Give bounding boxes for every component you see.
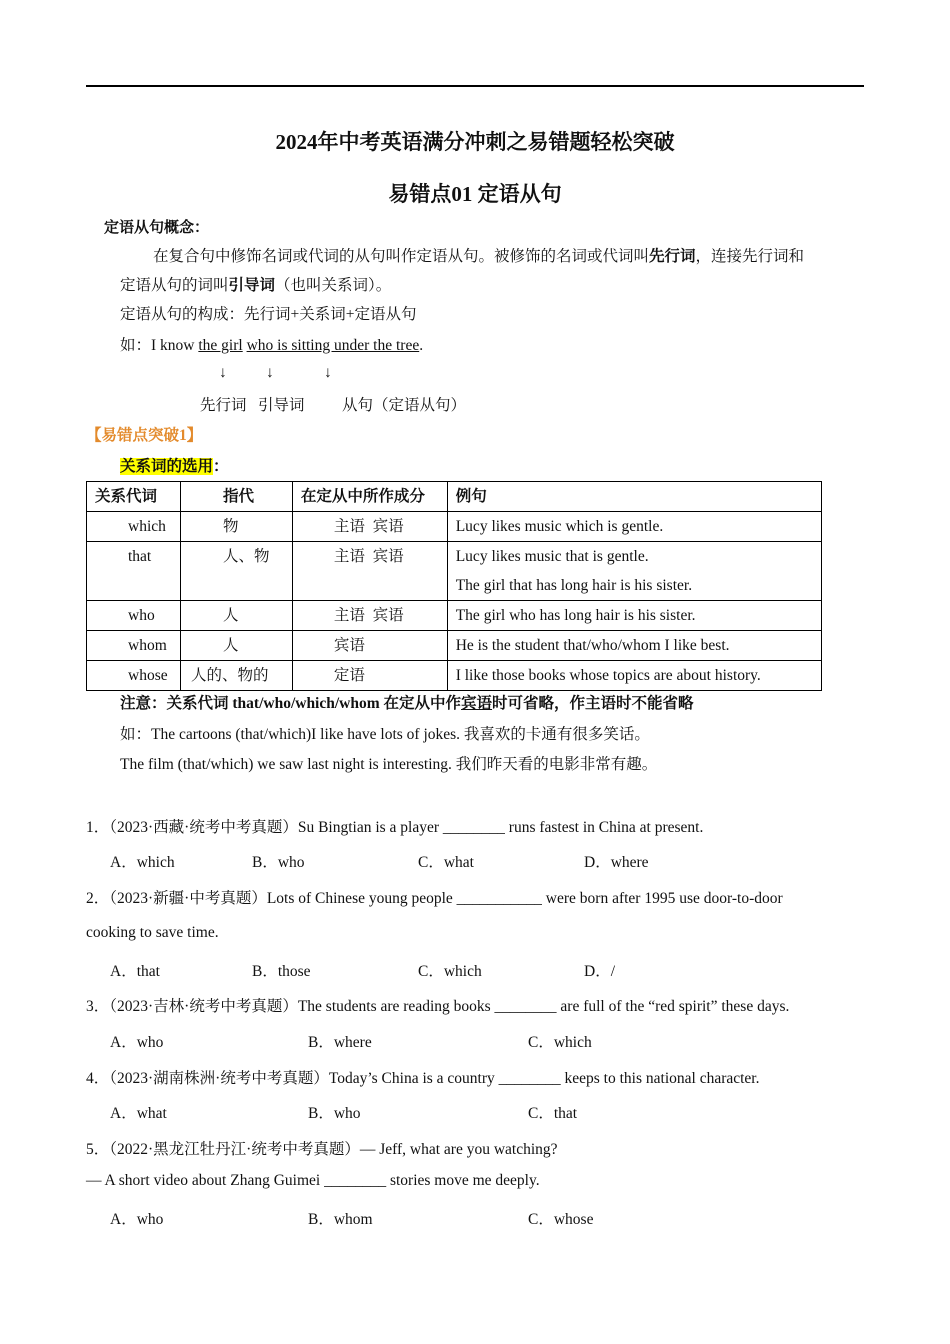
table-row: [87, 512, 822, 542]
table-row: [87, 661, 822, 691]
question-2-continued: cooking to save time.: [86, 924, 219, 941]
structure-text: 定语从句的构成：先行词+关系词+定语从句: [120, 306, 417, 323]
question-5: 5．（2022·黑龙江牡丹江·统考中考真题）— Jeff, what are you watching?: [86, 1141, 558, 1158]
option-a[interactable]: A．that: [110, 963, 160, 980]
example-sentence: 如：I know the girl who is sitting under the tree.: [120, 337, 424, 354]
option-a[interactable]: A．who: [110, 1034, 164, 1051]
note-example-1: 如：The cartoons (that/which)I like have lots of jokes. 我喜欢的卡通有很多笑话。: [120, 726, 650, 743]
table-header-row: [87, 482, 822, 512]
cell-example: Lucy likes music which is gentle.: [447, 512, 821, 542]
cell-example: Lucy likes music that is gentle. The girl that has long hair is his sister.: [447, 542, 821, 601]
option-a[interactable]: A．which: [110, 854, 175, 871]
table-header: 在定从中所作成分: [292, 482, 447, 512]
option-c[interactable]: C．which: [418, 963, 482, 980]
label-clause: 从句（定语从句）: [342, 397, 467, 414]
option-c[interactable]: C．whose: [528, 1211, 594, 1228]
cell-pronoun: which: [87, 512, 181, 542]
cell-pronoun: whom: [87, 631, 181, 661]
page-title: 2024年中考英语满分冲刺之易错题轻松突破: [275, 130, 675, 154]
cell-reference: 物: [180, 512, 292, 542]
cell-example: I like those books whose topics are about history.: [447, 661, 821, 691]
note-example-2: The film (that/which) we saw last night is interesting. 我们昨天看的电影非常有趣。: [120, 756, 658, 773]
header-rule: [86, 85, 864, 87]
cell-example: The girl who has long hair is his sister.: [447, 601, 821, 631]
page-subtitle: 易错点01 定语从句: [388, 182, 562, 206]
option-b[interactable]: B．who: [308, 1105, 361, 1122]
option-b[interactable]: B．where: [308, 1034, 372, 1051]
cell-pronoun: who: [87, 601, 181, 631]
option-c[interactable]: C．which: [528, 1034, 592, 1051]
table-header: 指代: [180, 482, 292, 512]
table-header: 例句: [447, 482, 821, 512]
arrow-down-icon: ↓: [324, 364, 332, 381]
option-b[interactable]: B．who: [252, 854, 305, 871]
cell-role: 定语: [292, 661, 447, 691]
label-antecedent: 先行词: [200, 397, 247, 414]
option-c[interactable]: C．that: [528, 1105, 578, 1122]
table-row: [87, 542, 822, 601]
question-3: 3．（2023·吉林·统考中考真题）The students are reading books ________ are full of the “red spirit” these days.: [86, 998, 790, 1015]
relative-pronoun-table: [86, 481, 822, 691]
choice-heading: 关系词的选用：: [120, 458, 229, 475]
cell-role: 宾语: [292, 631, 447, 661]
label-relative: 引导词: [258, 397, 305, 414]
question-5-continued: — A short video about Zhang Guimei ________ stories move me deeply.: [86, 1172, 540, 1189]
cell-role: 主语 宾语: [292, 601, 447, 631]
concept-paragraph-line1: 在复合句中修饰名词或代词的从句叫作定语从句。被修饰的名词或代词叫先行词，连接先行词和: [153, 248, 805, 265]
cell-reference: 人: [180, 631, 292, 661]
cell-pronoun: that: [87, 542, 181, 601]
option-a[interactable]: A．who: [110, 1211, 164, 1228]
option-a[interactable]: A．what: [110, 1105, 167, 1122]
option-d[interactable]: D．/: [584, 963, 616, 980]
breakthrough-heading: 【易错点突破1】: [86, 427, 203, 444]
cell-reference: 人: [180, 601, 292, 631]
cell-pronoun: whose: [87, 661, 181, 691]
table-row: [87, 631, 822, 661]
concept-heading: 定语从句概念：: [104, 220, 210, 236]
cell-example: He is the student that/who/whom I like best.: [447, 631, 821, 661]
question-4: 4．（2023·湖南株洲·统考中考真题）Today’s China is a country ________ keeps to this national character.: [86, 1070, 760, 1087]
arrow-down-icon: ↓: [266, 364, 274, 381]
concept-paragraph-line2: 定语从句的词叫引导词（也叫关系词）。: [120, 277, 392, 294]
table-row: [87, 601, 822, 631]
option-b[interactable]: B．whom: [308, 1211, 373, 1228]
option-d[interactable]: D．where: [584, 854, 649, 871]
option-c[interactable]: C．what: [418, 854, 474, 871]
arrow-down-icon: ↓: [219, 364, 227, 381]
cell-role: 主语 宾语: [292, 512, 447, 542]
table-header: 关系代词: [87, 482, 181, 512]
cell-role: 主语 宾语: [292, 542, 447, 601]
question-2: 2．（2023·新疆·中考真题）Lots of Chinese young people ___________ were born after 1995 use door-to-door: [86, 890, 783, 907]
question-1: 1．（2023·西藏·统考中考真题）Su Bingtian is a player ________ runs fastest in China at present.: [86, 819, 704, 836]
cell-reference: 人的、物的: [180, 661, 292, 691]
option-b[interactable]: B．those: [252, 963, 311, 980]
note-text: 注意：关系代词 that/who/which/whom 在定从中作宾语时可省略，作主语时不能省略: [120, 695, 694, 712]
cell-reference: 人、物: [180, 542, 292, 601]
